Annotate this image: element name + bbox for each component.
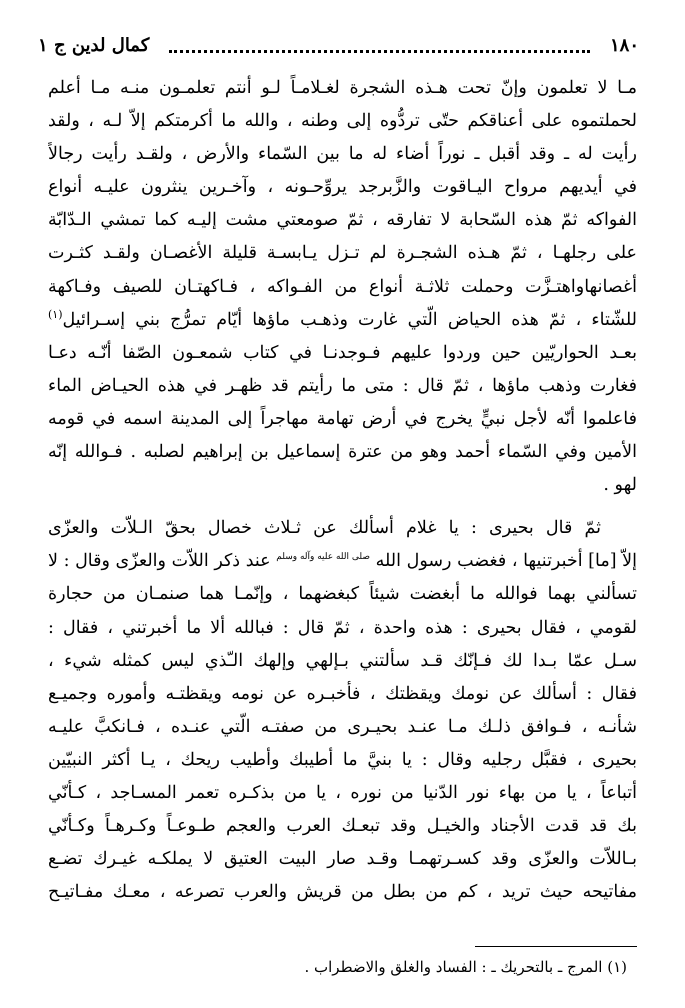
text-line-content: للشّتاء ، ثمّ هذه الحياض الّتي غارت وذهـب ماؤها أيّام تمرُّج بني إسـرائيل bbox=[62, 309, 637, 330]
text-line: مـا لا تعلمون وإنّ تحت هـذه الشجرة لغـلامـاً لـو أنتم تعلمـون منـه مـا أعلم bbox=[48, 78, 637, 98]
text-line: بحيرى ، فقبَّل رجليه وقال : يا بنيَّ ما أطيبك وأطيب ريحك ، يـا أكثر النبيّين bbox=[48, 749, 637, 770]
text-line: بـاللاّت والعزّى وقد كسـرتهمـا وقـد صار البيت العتيق لا يملكـه غيـرك تضـع bbox=[48, 849, 637, 870]
text-line: في أيديهم مرواح اليـاقوت والزَّبرجد يروِّحـونه ، وآخـرين ينثرون عليـه أنواع bbox=[48, 177, 637, 198]
page-number: ١٨٠ bbox=[609, 34, 639, 56]
text-line: الفواكه ثمّ هذه السّحابة لا تفارقه ، ثمّ صومعتي مشت إليـه كما تمشي الـدّابّة bbox=[48, 210, 637, 231]
text-line bbox=[48, 304, 637, 337]
paragraph-gap bbox=[48, 502, 637, 512]
text-line: بك قد قدت الأجناد والخيـل وقد تبعـك العرب والعجم طـوعـاً وكـرهـاً وكـأنّي bbox=[48, 816, 637, 837]
text-line: فقال : أسألك عن نومك ويقظتك ، فأخبـره عن نومه ويقظتـه وأموره وجميـع bbox=[48, 683, 637, 704]
footnote-marker: (١) bbox=[607, 958, 627, 976]
text-line: أغصانهاواهتـزَّت وحملت ثلاثـة أنواع من الفـواكه ، فـاكهتـان للصيف وفـاكهة bbox=[48, 276, 637, 297]
header-dotted-leader bbox=[169, 50, 590, 53]
text-line: لحملتموه على أعناقكم حتّى تردُّوه إلى وطنه ، والله ما أكرمتكم إلاّ لـه ، ولقد bbox=[48, 111, 637, 132]
text-line: سـل عمّا بـدا لك فـإنّك قـد سألتني بـإلهي وإلهك الـّذي ليس كمثله شيء ، bbox=[48, 650, 637, 671]
footnote bbox=[48, 955, 627, 979]
main-text bbox=[48, 72, 637, 909]
text-line-start: إلاّ [ما] أخبرتنيها ، فغضب رسول الله bbox=[375, 551, 637, 572]
text-line: شأنـه ، فـوافق ذلـك مـا عنـد بحيـرى من صفتـه الّتي عنـده ، فـانكبَّ عليـه bbox=[48, 716, 637, 737]
text-line: بعـد الحواريّين حين وردوا عليهم فـوجدنـا في كتاب شمعـون الصّفا أنّـه دعـا bbox=[48, 342, 637, 363]
page-header bbox=[38, 30, 639, 60]
footnote-reference[interactable]: (١) bbox=[48, 307, 63, 321]
text-line: فغارت وذهب ماؤها ، ثمّ قال : متى ما رأيتم قد ظهـر في هذه الحيـاض الماء bbox=[48, 375, 637, 396]
text-line: رأيت له ـ وقد أقبل ـ نوراً أضاء له ما بين السّماء والأرض ، ولقـد رأيت رجالاً bbox=[48, 144, 637, 165]
text-line: فاعلموا أنّه لأجل نبيٍّ يخرج في أرض تهامة مهاجراً إلى المدينة اسمه في قومه bbox=[48, 408, 637, 429]
text-line-end: عند ذكر اللاّت والعزّى وقال : لا bbox=[48, 551, 271, 572]
text-line: على رجلهـا ، ثمّ هـذه الشجـرة لم تـزل يـابسـة قليلة الأغصـان ولقـد كثـرت bbox=[48, 243, 637, 264]
text-line: ثمّ قال بحيرى : يا غلام أسألك عن ثـلاث خصال بحقّ الـلاّت والعزّى bbox=[48, 518, 601, 539]
running-title: كمال لدين ج ١ bbox=[38, 34, 150, 56]
text-line: أتباعاً ، يا من بهاء نور الدّنيا من نوره ، يا من بذكـره تعمر المسـاجد ، كـأنّي bbox=[48, 782, 637, 803]
text-line: تسألني بهما فوالله ما أبغضت شيئاً كبغضهما ، وإنّمـا هما صنمـان من حجارة bbox=[48, 584, 637, 605]
text-line bbox=[48, 545, 637, 578]
footnote-divider bbox=[475, 946, 637, 947]
text-line: الأمين وفي السّماء أحمد وهو من عترة إسماعيل بن إبراهيم لصلبه . فـوالله إنّه bbox=[48, 442, 637, 463]
footnote-text: المرج ـ بالتحريك ـ : الفساد والغلق والاضطراب . bbox=[304, 958, 603, 976]
text-line: لقومي ، فقال بحيرى : هذه واحدة ، ثمّ قال : فبالله ألا ما أخبرتني ، فقال : bbox=[48, 617, 637, 638]
text-line: مفاتيحه حيث تريد ، كم من بطل من قريش والعرب تصرعه ، معـك مفـاتيـح bbox=[48, 882, 637, 903]
text-line: لهو . bbox=[603, 475, 637, 496]
salawat-symbol: صلى الله عليه وآله وسلم bbox=[276, 552, 371, 563]
